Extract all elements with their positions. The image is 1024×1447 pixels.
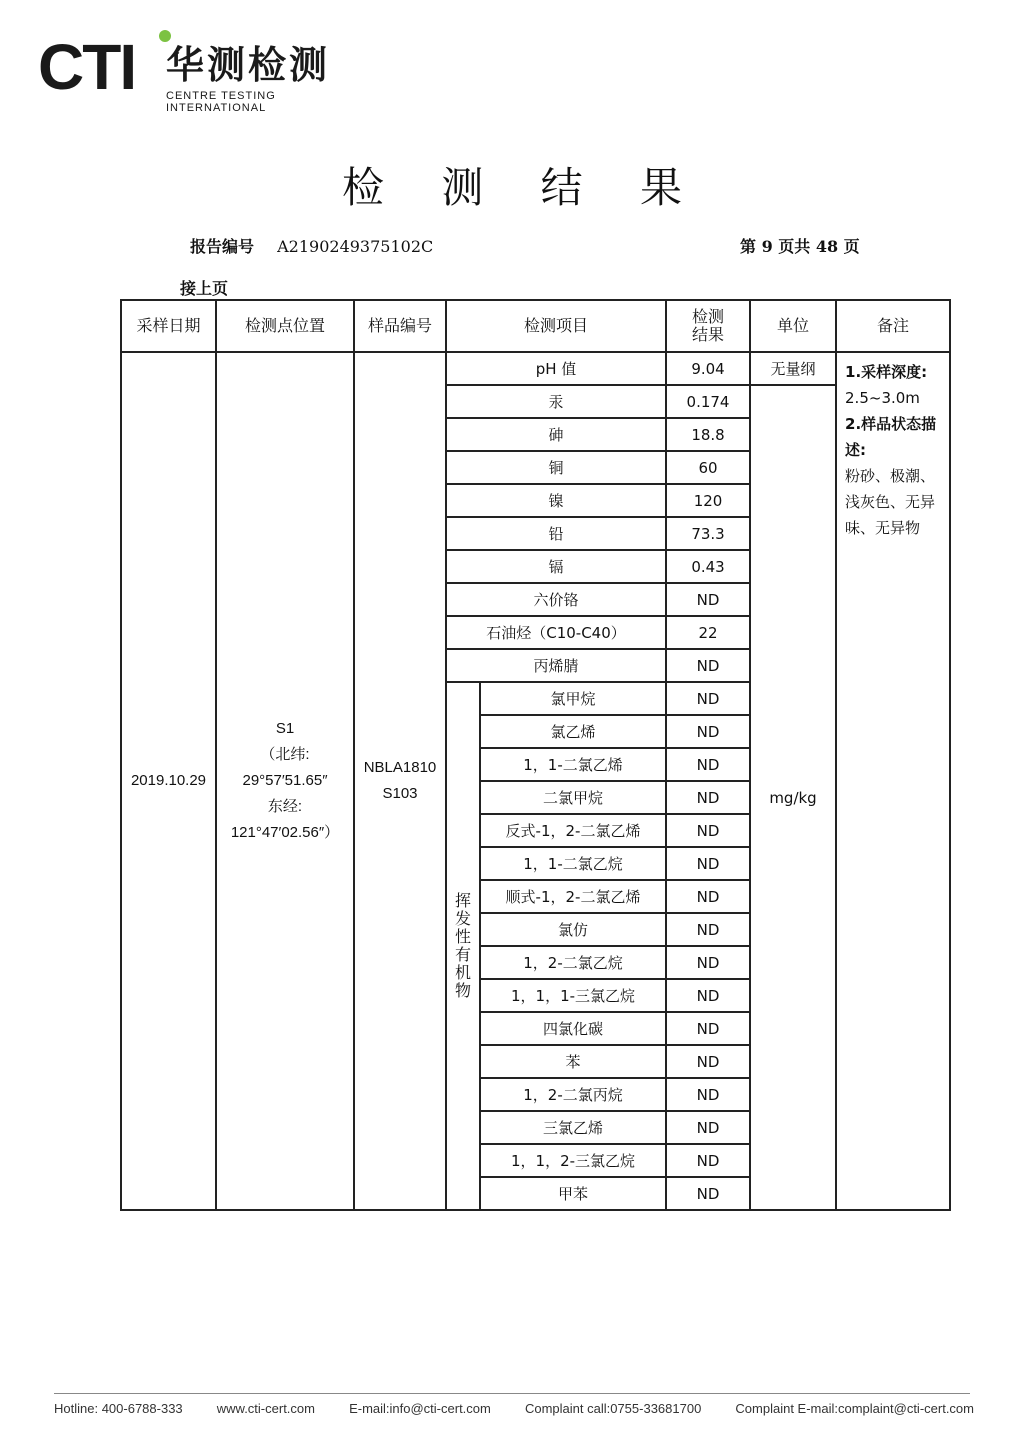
footer-complaint-call: Complaint call:0755-33681700 xyxy=(524,1401,702,1416)
voc-group-label: 挥 发 性 有 机 物 xyxy=(446,682,480,1210)
test-item: 反式-1，2-二氯乙烯 xyxy=(480,814,666,847)
test-item: 三氯乙烯 xyxy=(480,1111,666,1144)
test-result: ND xyxy=(666,814,750,847)
test-item: 1，2-二氯乙烷 xyxy=(480,946,666,979)
test-item: pH 值 xyxy=(446,352,666,385)
header-sample: 样品编号 xyxy=(354,300,446,352)
test-item: 1，1-二氯乙烷 xyxy=(480,847,666,880)
report-number: A2190249375102C xyxy=(277,237,434,256)
sampling-date: 2019.10.29 xyxy=(121,352,216,1210)
test-result: ND xyxy=(666,1111,750,1144)
continued-label: 接上页 xyxy=(180,279,229,298)
test-result: ND xyxy=(666,649,750,682)
logo-cn-text: 华测检测 xyxy=(166,43,331,87)
test-result: 0.174 xyxy=(666,385,750,418)
table-header-row xyxy=(121,300,950,352)
test-item: 石油烃（C10-C40） xyxy=(446,616,666,649)
test-result: ND xyxy=(666,913,750,946)
unit-ph: 无量纲 xyxy=(750,352,836,385)
sampling-location: S1 （北纬: 29°57′51.65″ 东经: 121°47′02.56″） xyxy=(216,352,354,1210)
remark-depth-label: 1.采样深度: xyxy=(845,363,928,381)
test-item: 镉 xyxy=(446,550,666,583)
test-item: 丙烯腈 xyxy=(446,649,666,682)
test-item: 1，1-二氯乙烯 xyxy=(480,748,666,781)
remark-cell xyxy=(836,352,950,1210)
remark-depth: 2.5~3.0m xyxy=(845,389,920,407)
page-title: 检 测 结 果 xyxy=(341,163,705,212)
logo-cti-text: CTI xyxy=(38,31,136,103)
test-item: 顺式-1，2-二氯乙烯 xyxy=(480,880,666,913)
header-location: 检测点位置 xyxy=(216,300,354,352)
test-result: 73.3 xyxy=(666,517,750,550)
test-result: ND xyxy=(666,748,750,781)
test-result: 120 xyxy=(666,484,750,517)
test-result: ND xyxy=(666,946,750,979)
test-item: 1，1，2-三氯乙烷 xyxy=(480,1144,666,1177)
test-result: ND xyxy=(666,1045,750,1078)
footer-divider xyxy=(54,1393,970,1394)
test-result: 60 xyxy=(666,451,750,484)
test-result: ND xyxy=(666,715,750,748)
test-result: 0.43 xyxy=(666,550,750,583)
test-result: ND xyxy=(666,682,750,715)
footer-hotline: Hotline: 400-6788-333 xyxy=(54,1401,183,1416)
test-result: ND xyxy=(666,781,750,814)
footer xyxy=(54,1401,974,1416)
remark-state: 粉砂、极潮、浅灰色、无异味、无异物 xyxy=(845,467,936,537)
test-item: 铜 xyxy=(446,451,666,484)
test-item: 氯乙烯 xyxy=(480,715,666,748)
test-result: 18.8 xyxy=(666,418,750,451)
test-item: 六价铬 xyxy=(446,583,666,616)
report-number-label: 报告编号 xyxy=(190,237,255,256)
test-item: 1，1，1-三氯乙烷 xyxy=(480,979,666,1012)
logo-en-text: CENTRE TESTING INTERNATIONAL xyxy=(166,90,276,114)
test-item: 苯 xyxy=(480,1045,666,1078)
test-item: 甲苯 xyxy=(480,1177,666,1210)
header-result: 检测 结果 xyxy=(666,300,750,352)
test-item: 铅 xyxy=(446,517,666,550)
test-result: ND xyxy=(666,880,750,913)
page-info: 第 9 页共 48 页 xyxy=(740,237,860,256)
test-item: 镍 xyxy=(446,484,666,517)
cti-logo xyxy=(38,30,368,114)
test-result: 22 xyxy=(666,616,750,649)
header-date: 采样日期 xyxy=(121,300,216,352)
test-result: ND xyxy=(666,1012,750,1045)
footer-email: E-mail:info@cti-cert.com xyxy=(349,1401,491,1416)
test-item: 1，2-二氯丙烷 xyxy=(480,1078,666,1111)
test-item: 汞 xyxy=(446,385,666,418)
unit-mgkg: mg/kg xyxy=(750,385,836,1210)
test-item: 二氯甲烷 xyxy=(480,781,666,814)
test-item: 氯甲烷 xyxy=(480,682,666,715)
sample-number: NBLA1810 S103 xyxy=(354,352,446,1210)
table-row xyxy=(121,352,950,385)
test-item: 氯仿 xyxy=(480,913,666,946)
footer-complaint-email: Complaint E-mail:complaint@cti-cert.com xyxy=(735,1401,974,1416)
header-item: 检测项目 xyxy=(446,300,666,352)
test-item: 砷 xyxy=(446,418,666,451)
report-number-line xyxy=(190,234,433,257)
test-result: ND xyxy=(666,583,750,616)
footer-website: www.cti-cert.com xyxy=(216,1401,315,1416)
test-result: ND xyxy=(666,1078,750,1111)
test-result: ND xyxy=(666,847,750,880)
remark-state-label: 2.样品状态描述: xyxy=(845,415,937,459)
test-result: 9.04 xyxy=(666,352,750,385)
test-item: 四氯化碳 xyxy=(480,1012,666,1045)
logo-green-dot xyxy=(159,30,171,42)
header-unit: 单位 xyxy=(750,300,836,352)
test-result: ND xyxy=(666,1177,750,1210)
test-result: ND xyxy=(666,979,750,1012)
results-table xyxy=(120,299,951,1211)
test-result: ND xyxy=(666,1144,750,1177)
header-remark: 备注 xyxy=(836,300,950,352)
